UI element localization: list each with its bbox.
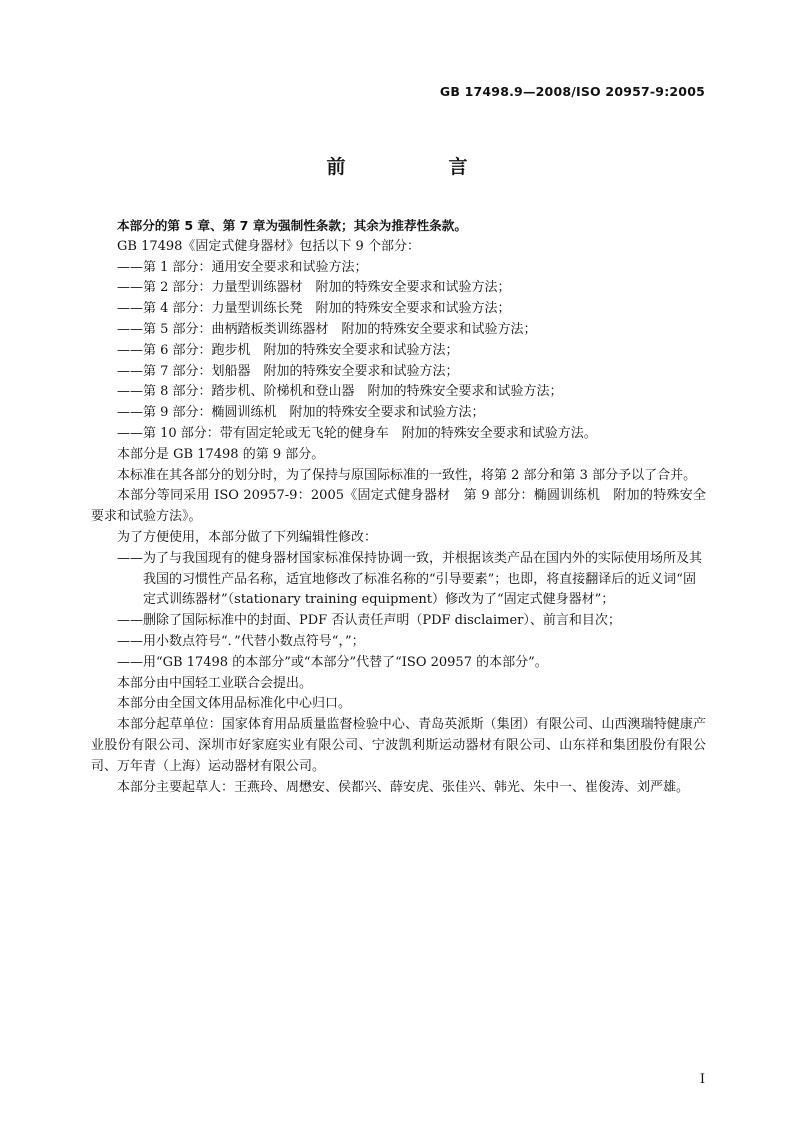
paragraph: 本部分是 GB 17498 的第 9 部分。: [117, 446, 325, 462]
list-item: ——第 6 部分：跑步机 附加的特殊安全要求和试验方法；: [117, 342, 459, 358]
list-item: ——用“GB 17498 的本部分”或“本部分”代替了“ISO 20957 的本部分”。: [117, 654, 548, 670]
page-title: 前 言: [326, 156, 510, 178]
paragraph: 本部分由全国文体用品标准化中心归口。: [117, 696, 352, 712]
paragraph: 本部分由中国轻工业联合会提出。: [117, 675, 313, 691]
paragraph: 本标准在其各部分的划分时，为了保持与原国际标准的一致性，将第 2 部分和第 3 部分予以了合并。: [117, 467, 697, 483]
list-item: ——第 7 部分：划船器 附加的特殊安全要求和试验方法；: [117, 363, 459, 379]
paragraph: 本部分等同采用 ISO 20957-9：2005《固定式健身器材 第 9 部分：椭圆训练机 附加的特殊安全要求和试验方法》。: [91, 488, 706, 525]
parts-intro: GB 17498《固定式健身器材》包括以下 9 个部分：: [117, 238, 420, 254]
list-item: ——第 4 部分：力量型训练长凳 附加的特殊安全要求和试验方法；: [117, 301, 511, 317]
page-number: I: [699, 1072, 705, 1087]
document-body: [91, 216, 706, 798]
list-item: ——第 2 部分：力量型训练器材 附加的特殊安全要求和试验方法；: [117, 280, 511, 296]
list-item: ——第 9 部分：椭圆训练机 附加的特殊安全要求和试验方法；: [117, 405, 485, 421]
mandatory-clause-note: 本部分的第 5 章、第 7 章为强制性条款；其余为推荐性条款。: [117, 218, 467, 233]
list-item: ——第 8 部分：踏步机、阶梯机和登山器 附加的特殊安全要求和试验方法；: [117, 384, 563, 400]
standard-code-header: GB 17498.9—2008/ISO 20957-9:2005: [439, 84, 705, 99]
list-item: ——用小数点符号“．”代替小数点符号“，”；: [117, 633, 365, 649]
list-item: ——第 10 部分：带有固定轮或无飞轮的健身车 附加的特殊安全要求和试验方法。: [117, 425, 597, 441]
paragraph: 本部分起草单位：国家体育用品质量监督检验中心、青岛英派斯（集团）有限公司、山西澳瑞特健康产业股份有限公司、深圳市好家庭实业有限公司、宁波凯利斯运动器材有限公司、山东祥和集团股份有限公司、万年青（上海）运动器材有限公司。: [91, 717, 706, 774]
paragraph: 本部分主要起草人：王燕玲、周懋安、侯都兴、薛安虎、张佳兴、韩光、朱中一、崔俊涛、刘严雄。: [117, 779, 690, 795]
list-item: ——为了与我国现有的健身器材国家标准保持协调一致，并根据该类产品在国内外的实际使用场所及其我国的习惯性产品名称，适宜地修改了标准名称的“引导要素”；也即，将直接翻译后的近义词“固定式训练器材”（stationary training equipment）修改为了“固定式健身器材”；: [117, 550, 703, 608]
list-item: ——删除了国际标准中的封面、PDF 否认责任声明（PDF disclaimer）、前言和目次；: [117, 613, 621, 629]
paragraph: 为了方便使用，本部分做了下列编辑性修改：: [117, 529, 378, 545]
list-item: ——第 1 部分：通用安全要求和试验方法；: [117, 259, 368, 275]
list-item: ——第 5 部分：曲柄踏板类训练器材 附加的特殊安全要求和试验方法；: [117, 321, 537, 337]
